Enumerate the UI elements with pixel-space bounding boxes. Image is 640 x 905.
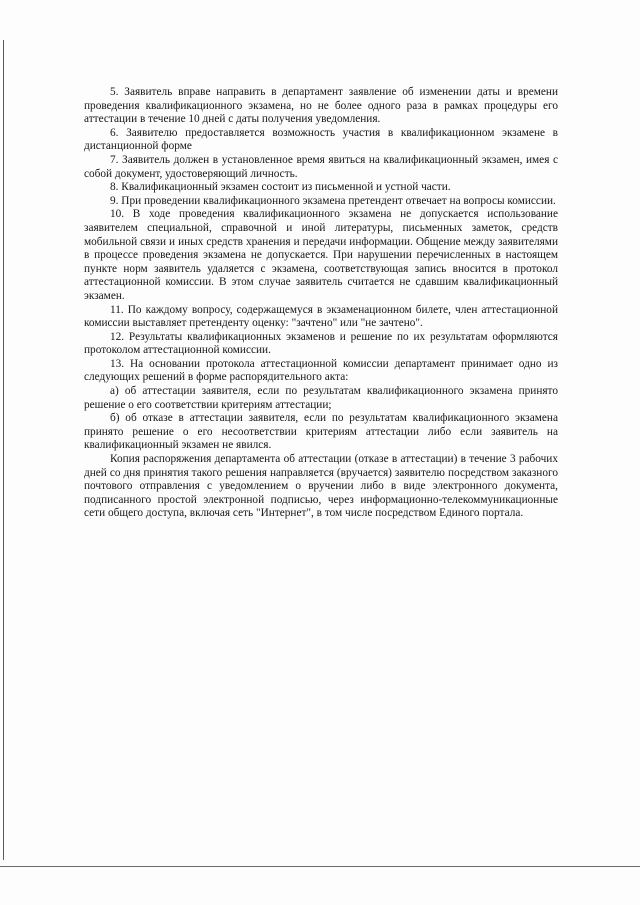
scan-bottom-edge-line bbox=[0, 866, 640, 867]
paragraph-13-b: б) об отказе в аттестации заявителя, если по результатам квалификационного экзамена принято решение о его несоответствии критериям аттестации либо если заявитель на квалификационный экзамен не явился. bbox=[84, 412, 558, 452]
paragraph-6: 6. Заявителю предоставляется возможность участия в квалификационном экзамене в дистанционной форме bbox=[84, 126, 558, 153]
document-body bbox=[84, 86, 558, 521]
scan-left-edge-line bbox=[3, 40, 4, 860]
paragraph-5: 5. Заявитель вправе направить в департамент заявление об изменении даты и времени проведения квалификационного экзамена, но не более одного раза в рамках процедуры его аттестации в течение 10 дней с даты получения уведомления. bbox=[84, 86, 558, 126]
paragraph-9: 9. При проведении квалификационного экзамена претендент отвечает на вопросы комиссии. bbox=[110, 194, 556, 207]
paragraph-10: 10. В ходе проведения квалификационного экзамена не допускается использование заявителем специальной, справочной и иной литературы, письменных заметок, средств мобильной связи и иных средств хранения и передачи информации. Общение между заявителями в процессе проведения экзамена не допускается. При нарушении перечисленных в настоящем пункте норм заявитель удаляется с экзамена, соответствующая запись вносится в протокол аттестационной комиссии. В этом случае заявитель считается не сдавшим квалификационный экзамен. bbox=[84, 208, 558, 302]
paragraph-copy-delivery: Копия распоряжения департамента об аттестации (отказе в аттестации) в течение 3 рабочих дней со дня принятия такого решения направляется (вручается) заявителю посредством заказного почтового отправления с уведомлением о вручении либо в виде электронного документа, подписанного простой электронной подписью, через информационно-телекоммуникационные сети общего доступа, включая сеть "Интернет", в том числе посредством Единого портала. bbox=[84, 453, 558, 520]
paragraph-11: 11. По каждому вопросу, содержащемуся в экзаменационном билете, член аттестационной комиссии выставляет претенденту оценку: "зачтено" или "не зачтено". bbox=[84, 303, 558, 330]
paragraph-12: 12. Результаты квалификационных экзаменов и решение по их результатам оформляются протоколом аттестационной комиссии. bbox=[84, 330, 558, 357]
paragraph-8: 8. Квалификационный экзамен состоит из письменной и устной части. bbox=[110, 181, 451, 194]
paragraph-13: 13. На основании протокола аттестационной комиссии департамент принимает одно из следующих решений в форме распорядительного акта: bbox=[84, 357, 558, 384]
paragraph-7: 7. Заявитель должен в установленное время явиться на квалификационный экзамен, имея с собой документ, удостоверяющий личность. bbox=[84, 153, 558, 180]
paragraph-13-a: а) об аттестации заявителя, если по результатам квалификационного экзамена принято решение о его соответствии критериям аттестации; bbox=[84, 385, 558, 411]
